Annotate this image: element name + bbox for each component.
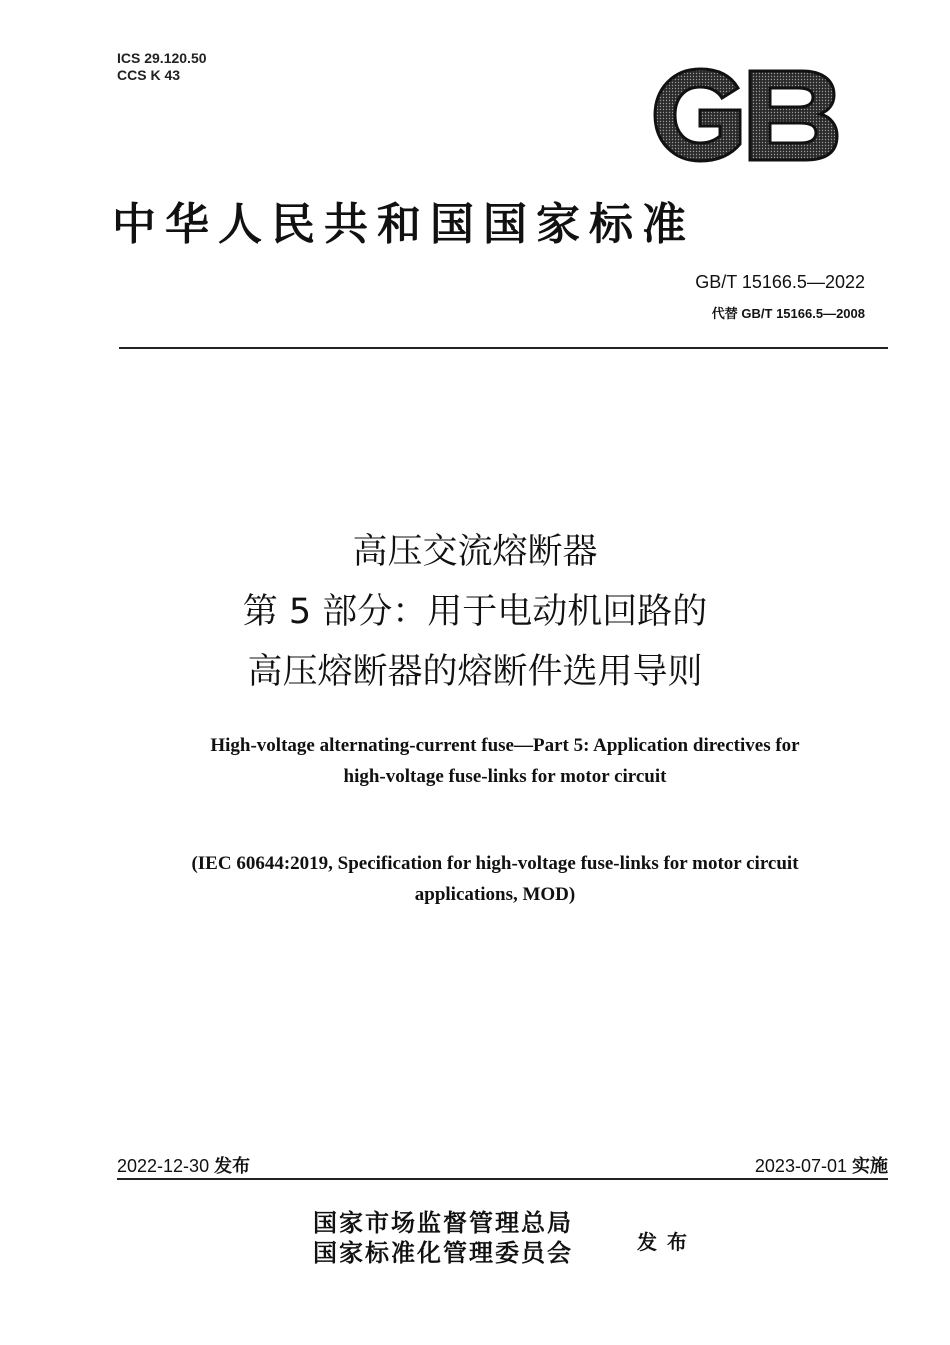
- title-en-line2: high-voltage fuse-links for motor circuit: [343, 766, 667, 787]
- gb-logo-icon: [650, 66, 840, 164]
- issue-date: 2022-12-30: [117, 1156, 210, 1176]
- issue-action-label: 发布: [637, 1230, 697, 1254]
- replaced-standard: 代替 GB/T 15166.5—2008: [711, 306, 865, 321]
- effective-date-label: 实施: [852, 1156, 888, 1177]
- gb-logo: [650, 66, 840, 164]
- ics-code: ICS 29.120.50: [117, 50, 207, 66]
- adoption-line1: (IEC 60644:2019, Specification for high-voltage fuse-links for motor circuit: [191, 853, 799, 874]
- effective-date: 2023-07-01: [754, 1156, 847, 1176]
- classification-codes: [117, 50, 207, 84]
- adoption-line2: applications, MOD): [414, 884, 576, 905]
- issuer-sac: 国家标准化管理委员会: [313, 1238, 573, 1267]
- issuer-samr: 国家市场监督管理总局: [313, 1208, 573, 1237]
- national-standard-heading: 中华人民共和国国家标准: [112, 199, 695, 250]
- title-cn-line1: 高压交流熔断器: [352, 532, 598, 572]
- title-cn-line2: 第 5 部分：用于电动机回路的: [242, 592, 708, 632]
- title-cn-line3: 高压熔断器的熔断件选用导则: [247, 652, 703, 692]
- effective-date-block: [755, 1152, 888, 1178]
- issuing-authorities: [313, 1208, 573, 1268]
- standard-number: GB/T 15166.5—2022: [695, 272, 865, 292]
- title-en: [120, 730, 890, 792]
- issue-date-block: [117, 1152, 250, 1178]
- issue-date-label: 发布: [214, 1156, 251, 1177]
- ccs-code: CCS K 43: [117, 67, 181, 83]
- bottom-divider: [117, 1178, 888, 1180]
- title-en-line1: High-voltage alternating-current fuse—Part 5: Application directives for: [210, 735, 800, 756]
- top-divider: [119, 347, 888, 349]
- adoption-note: [100, 848, 890, 910]
